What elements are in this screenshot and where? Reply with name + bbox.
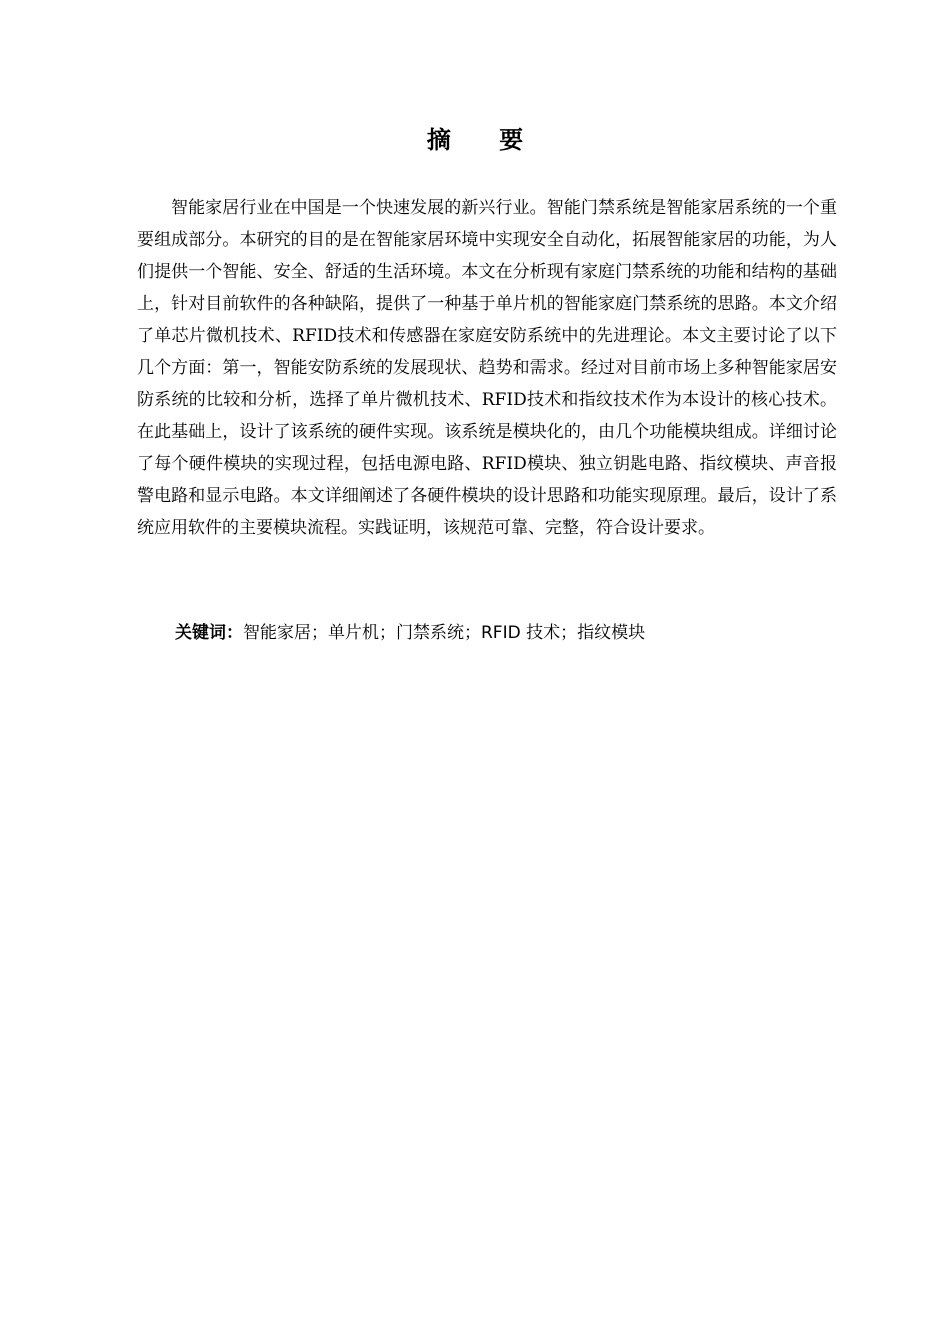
abstract-body: 智能家居行业在中国是一个快速发展的新兴行业。智能门禁系统是智能家居系统的一个重要组成部分。本研究的目的是在智能家居环境中实现安全自动化，拓展智能家居的功能，为人们提供一个智能、安全、舒适的生活环境。本文在分析现有家庭门禁系统的功能和结构的基础上，针对目前软件的各种缺陷，提供了一种基于单片机的智能家庭门禁系统的思路。本文介绍了单芯片微机技术、RFID技术和传感器在家庭安防系统中的先进理论。本文主要讨论了以下几个方面：第一，智能安防系统的发展现状、趋势和需求。经过对目前市场上多种智能家居安防系统的比较和分析，选择了单片微机技术、RFID技术和指纹技术作为本设计的核心技术。在此基础上，设计了该系统的硬件实现。该系统是模块化的，由几个功能模块组成。详细讨论了每个硬件模块的实现过程，包括电源电路、RFID模块、独立钥匙电路、指纹模块、声音报警电路和显示电路。本文详细阐述了各硬件模块的设计思路和功能实现原理。最后，设计了系统应用软件的主要模块流程。实践证明，该规范可靠、完整，符合设计要求。 — [137, 198, 837, 538]
abstract-title: 摘 要 — [426, 125, 544, 154]
keywords-text: 智能家居；单片机；门禁系统；RFID 技术；指纹模块 — [243, 623, 646, 643]
keywords-line — [175, 617, 835, 649]
keywords-label: 关键词： — [175, 623, 243, 643]
